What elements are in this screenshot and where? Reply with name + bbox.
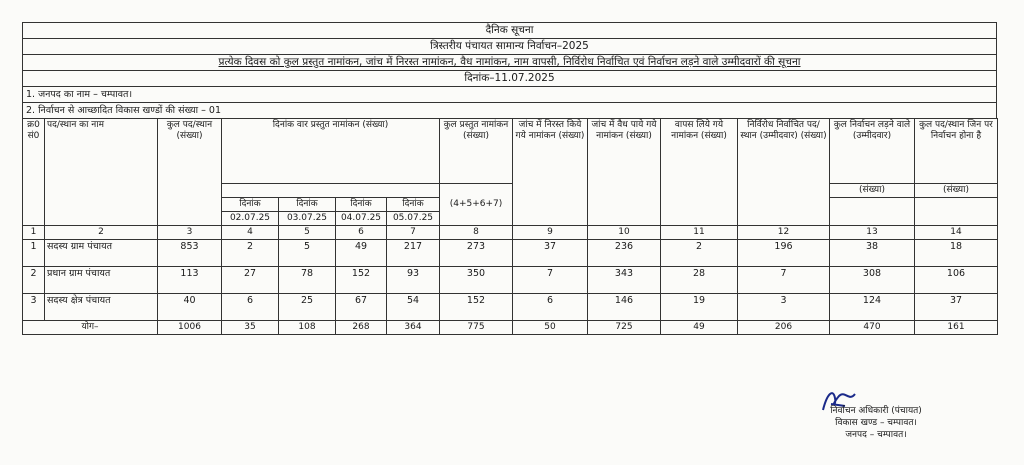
- table-cell: 78: [279, 267, 336, 294]
- table-cell: 2: [23, 267, 45, 294]
- table-cell: 2: [661, 240, 738, 267]
- signatory-title: निर्वाचन अधिकारी (पंचायत): [830, 406, 922, 416]
- col-posts-to-elect: कुल पद/स्थान जिन पर निर्वाचन होना है: [915, 119, 998, 184]
- table-cell: 206: [738, 321, 830, 335]
- table-cell: 54: [387, 294, 440, 321]
- table-cell: 1: [23, 240, 45, 267]
- table-cell: 9: [513, 226, 588, 240]
- blocks-line: 2. निर्वाचन से आच्छादित विकास खण्डों की संख्या – 01: [22, 102, 997, 118]
- table-cell: 50: [513, 321, 588, 335]
- table-cell: 6: [336, 226, 387, 240]
- signatory-block: विकास खण्ड – चम्पावत।: [835, 418, 917, 428]
- table-cell: 108: [279, 321, 336, 335]
- table-cell: 364: [387, 321, 440, 335]
- table-cell: [830, 198, 915, 226]
- col-unopposed: निर्विरोध निर्वाचित पद/स्थान (उम्मीदवार) (संख्या): [738, 119, 830, 226]
- date-value: 02.07.25: [222, 212, 279, 226]
- table-cell: 10: [588, 226, 661, 240]
- date-label: दिनांक: [387, 198, 440, 212]
- table-cell: 113: [158, 267, 222, 294]
- table-cell: 35: [222, 321, 279, 335]
- table-cell: 1: [23, 226, 45, 240]
- col-total-nom: कुल प्रस्तुत नामांकन (संख्या): [440, 119, 513, 184]
- notice-title: दैनिक सूचना: [22, 22, 997, 38]
- col-formula: (4+5+6+7): [440, 184, 513, 226]
- col-contesting: कुल निर्वाचन लड़ने वाले (उम्मीदवार): [830, 119, 915, 184]
- table-cell: 268: [336, 321, 387, 335]
- table-cell: 470: [830, 321, 915, 335]
- table-cell: 5: [279, 240, 336, 267]
- table-cell: 217: [387, 240, 440, 267]
- date-label: दिनांक: [279, 198, 336, 212]
- table-cell: सदस्य ग्राम पंचायत: [45, 240, 158, 267]
- table-cell: 6: [222, 294, 279, 321]
- table-cell: 196: [738, 240, 830, 267]
- table-cell: 13: [830, 226, 915, 240]
- district-line: 1. जनपद का नाम – चम्पावत।: [22, 86, 997, 102]
- table-cell: 19: [661, 294, 738, 321]
- table-cell: 775: [440, 321, 513, 335]
- date-label: दिनांक: [336, 198, 387, 212]
- table-cell: 273: [440, 240, 513, 267]
- table-cell: 725: [588, 321, 661, 335]
- col-sno: क्र0 सं0: [23, 119, 45, 226]
- table-cell: 350: [440, 267, 513, 294]
- col-withdrawn: वापस लिये गये नामांकन (संख्या): [661, 119, 738, 226]
- table-row: [23, 294, 998, 321]
- column-number-row: [23, 226, 998, 240]
- total-label: योग–: [23, 321, 158, 335]
- table-cell: [222, 184, 440, 198]
- signatory-district: जनपद – चम्पावत।: [845, 430, 907, 440]
- nomination-table: [22, 118, 998, 335]
- signature-block: [806, 405, 946, 441]
- table-cell: 49: [336, 240, 387, 267]
- table-cell: 12: [738, 226, 830, 240]
- table-cell: 152: [440, 294, 513, 321]
- table-cell: 3: [738, 294, 830, 321]
- table-cell: 152: [336, 267, 387, 294]
- date-value: 04.07.25: [336, 212, 387, 226]
- table-cell: 146: [588, 294, 661, 321]
- table-cell: 38: [830, 240, 915, 267]
- table-cell: 343: [588, 267, 661, 294]
- table-cell: 40: [158, 294, 222, 321]
- table-cell: 28: [661, 267, 738, 294]
- table-cell: 7: [738, 267, 830, 294]
- table-cell: [915, 198, 998, 226]
- table-cell: 4: [222, 226, 279, 240]
- notice-sheet: [22, 22, 997, 335]
- table-cell: 49: [661, 321, 738, 335]
- date-label: दिनांक: [222, 198, 279, 212]
- table-cell: 124: [830, 294, 915, 321]
- table-cell: 2: [222, 240, 279, 267]
- table-cell: 8: [440, 226, 513, 240]
- table-cell: 7: [513, 267, 588, 294]
- table-cell: 14: [915, 226, 998, 240]
- table-row: [23, 267, 998, 294]
- table-cell: 93: [387, 267, 440, 294]
- table-cell: 2: [45, 226, 158, 240]
- date-value: 03.07.25: [279, 212, 336, 226]
- date-value: 05.07.25: [387, 212, 440, 226]
- col-datewise: दिनांक वार प्रस्तुत नामांकन (संख्या): [222, 119, 440, 184]
- table-cell: 1006: [158, 321, 222, 335]
- table-cell: 7: [387, 226, 440, 240]
- col-total-posts: कुल पद/स्थान (संख्या): [158, 119, 222, 226]
- subject-line: प्रत्येक दिवस को कुल प्रस्तुत नामांकन, जांच में निरस्त नामांकन, वैध नामांकन, नाम वापसी, निर्विरोध निर्वाचित एवं निर्वाचन लड़ने वाले उम्मीदवारों की सूचना: [22, 54, 997, 70]
- table-cell: 25: [279, 294, 336, 321]
- table-cell: 37: [513, 240, 588, 267]
- col-post: पद/स्थान का नाम: [45, 119, 158, 226]
- table-cell: 236: [588, 240, 661, 267]
- table-cell: 106: [915, 267, 998, 294]
- table-cell: सदस्य क्षेत्र पंचायत: [45, 294, 158, 321]
- col-rejected: जांच में निरस्त किये गये नामांकन (संख्या): [513, 119, 588, 226]
- table-cell: 308: [830, 267, 915, 294]
- table-cell: 6: [513, 294, 588, 321]
- table-cell: 67: [336, 294, 387, 321]
- election-title: त्रिस्तरीय पंचायत सामान्य निर्वाचन–2025: [22, 38, 997, 54]
- col-valid: जांच में वैध पाये गये नामांकन (संख्या): [588, 119, 661, 226]
- table-cell: 5: [279, 226, 336, 240]
- table-cell: 11: [661, 226, 738, 240]
- table-row: [23, 240, 998, 267]
- table-cell: 161: [915, 321, 998, 335]
- table-cell: 3: [23, 294, 45, 321]
- contesting-unit: (संख्या): [830, 184, 915, 198]
- table-cell: 37: [915, 294, 998, 321]
- notice-date: दिनांक–11.07.2025: [22, 70, 997, 86]
- table-cell: 18: [915, 240, 998, 267]
- table-cell: 3: [158, 226, 222, 240]
- posts-unit: (संख्या): [915, 184, 998, 198]
- table-cell: 27: [222, 267, 279, 294]
- table-cell: 853: [158, 240, 222, 267]
- table-cell: प्रधान ग्राम पंचायत: [45, 267, 158, 294]
- total-row: [23, 321, 998, 335]
